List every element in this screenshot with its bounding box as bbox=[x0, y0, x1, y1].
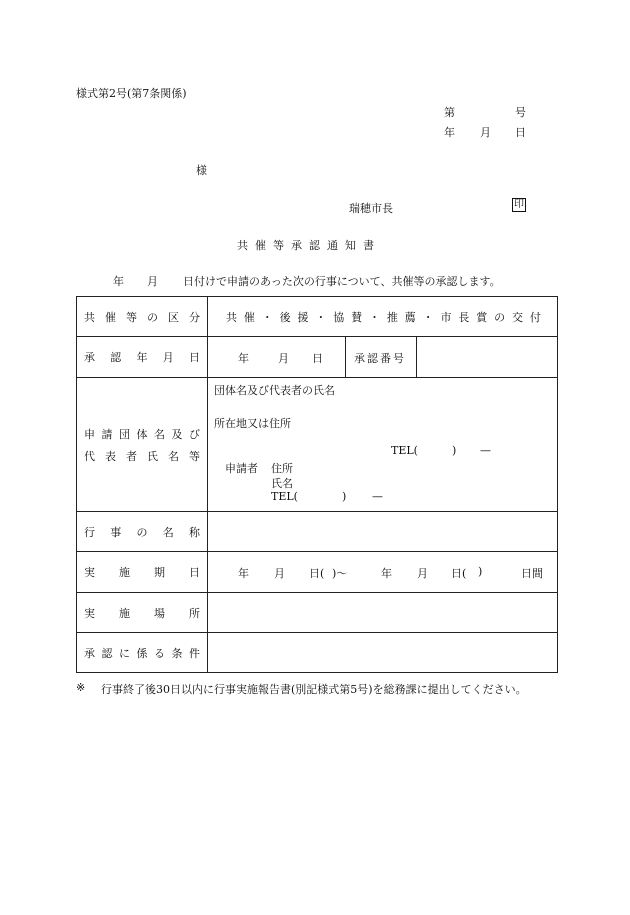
label-char: 承 bbox=[84, 646, 95, 660]
label-char: の bbox=[147, 310, 158, 324]
label-char: 団 bbox=[119, 427, 130, 441]
period-days: 日間 bbox=[521, 567, 543, 580]
approval-number-label: 承認番号 bbox=[354, 352, 406, 365]
applicant-label-line2 bbox=[77, 448, 207, 464]
row-venue bbox=[77, 593, 558, 633]
address-label: 所在地又は住所 bbox=[214, 417, 291, 430]
label-char: 付 bbox=[529, 310, 541, 324]
label-char: 代 bbox=[84, 449, 95, 463]
label-char: 名 bbox=[162, 525, 174, 539]
label-char: 等 bbox=[189, 449, 200, 463]
label-char: 条 bbox=[171, 646, 183, 660]
row-conditions bbox=[77, 633, 558, 673]
label-char: 称 bbox=[189, 525, 200, 539]
label-char: 賞 bbox=[476, 310, 488, 324]
row-approval-date bbox=[77, 337, 558, 378]
intro-year: 年 bbox=[113, 275, 124, 288]
label-char: 氏 bbox=[147, 449, 158, 463]
label-char: 区 bbox=[168, 310, 179, 324]
label-char: 期 bbox=[154, 566, 165, 579]
footnote-mark: ※ bbox=[76, 681, 86, 694]
label-char: 事 bbox=[110, 525, 122, 539]
label-char: 賛 bbox=[351, 310, 363, 324]
header-day: 日 bbox=[515, 126, 526, 139]
form-number: 様式第2号(第7条関係) bbox=[76, 87, 187, 100]
row-period bbox=[77, 552, 558, 593]
tel-close: ) bbox=[452, 444, 457, 457]
label-char: 市 bbox=[440, 310, 452, 324]
label-char: 体 bbox=[136, 427, 148, 441]
label-char: 実 bbox=[84, 606, 95, 620]
label-char: 催 bbox=[105, 310, 116, 324]
label-char: 認 bbox=[101, 646, 113, 660]
venue-label bbox=[77, 605, 207, 621]
period-start-month: 月 bbox=[274, 567, 285, 580]
label-char: 催 bbox=[243, 310, 255, 324]
category-label bbox=[77, 309, 207, 325]
header-month: 月 bbox=[480, 126, 491, 139]
label-char: 薦 bbox=[404, 310, 416, 324]
applicant-tel-dash: — bbox=[372, 490, 383, 503]
applicant-name: 氏名 bbox=[271, 477, 293, 490]
label-char: ・ bbox=[422, 310, 434, 324]
header-year: 年 bbox=[444, 126, 455, 139]
label-char: 日 bbox=[189, 566, 200, 579]
label-char: 者 bbox=[126, 449, 137, 463]
footnote-text: 行事終了後30日以内に行事実施報告書(別記様式第5号)を総務課に提出してください。 bbox=[101, 683, 527, 696]
row-event-name bbox=[77, 512, 558, 552]
label-char: ・ bbox=[261, 310, 273, 324]
applicant-tel-open: TEL( bbox=[271, 490, 298, 503]
intro-month: 月 bbox=[147, 275, 158, 288]
label-char: の bbox=[136, 525, 148, 539]
label-char: 所 bbox=[189, 606, 200, 620]
label-char: 長 bbox=[458, 310, 470, 324]
row-category bbox=[77, 297, 558, 337]
applicant-tel-close: ) bbox=[342, 490, 347, 503]
approval-year: 年 bbox=[238, 352, 249, 365]
period-start-day: 日( bbox=[309, 567, 325, 580]
label-char: 援 bbox=[297, 310, 309, 324]
period-end-month: 月 bbox=[417, 567, 428, 580]
label-char: ・ bbox=[315, 310, 327, 324]
intro-text: 日付けで申請のあった次の行事について、共催等の承認します。 bbox=[183, 275, 501, 288]
period-start-year: 年 bbox=[238, 567, 249, 580]
period-field[interactable] bbox=[208, 552, 557, 592]
label-char: 行 bbox=[84, 525, 95, 539]
document-title: 共催等承認通知書 bbox=[237, 239, 381, 252]
approval-day: 日 bbox=[312, 352, 323, 365]
org-name-label: 団体名及び代表者の氏名 bbox=[214, 384, 335, 397]
label-char: 係 bbox=[136, 646, 148, 660]
label-char: 請 bbox=[101, 427, 113, 441]
label-char: 等 bbox=[126, 310, 137, 324]
approval-date-label bbox=[77, 349, 207, 365]
addressee-suffix: 様 bbox=[196, 164, 207, 177]
event-name-field[interactable] bbox=[208, 512, 558, 552]
label-char: 施 bbox=[119, 566, 130, 579]
label-char: 年 bbox=[136, 351, 148, 364]
period-start-weekday: )〜 bbox=[332, 567, 348, 580]
label-char: ・ bbox=[369, 310, 380, 324]
label-char: 名 bbox=[168, 449, 179, 463]
approval-month: 月 bbox=[278, 352, 289, 365]
label-char: 後 bbox=[279, 310, 291, 324]
label-char: 施 bbox=[119, 606, 130, 620]
label-char: 共 bbox=[84, 310, 95, 324]
applicant-label-line1 bbox=[77, 426, 207, 442]
number-prefix: 第 bbox=[444, 106, 455, 119]
applicant-label: 申請者 bbox=[225, 462, 258, 475]
seal-stamp: 印 bbox=[514, 199, 524, 210]
label-char: 協 bbox=[333, 310, 345, 324]
label-char: 月 bbox=[162, 351, 174, 364]
period-end-weekday: ) bbox=[478, 565, 483, 578]
period-label bbox=[77, 564, 207, 580]
label-char: 共 bbox=[226, 310, 237, 324]
label-char: 及 bbox=[171, 427, 183, 441]
label-char: 推 bbox=[386, 310, 398, 324]
applicant-address: 住所 bbox=[271, 462, 293, 475]
label-char: び bbox=[189, 427, 200, 441]
tel-open: TEL( bbox=[391, 444, 418, 457]
conditions-field[interactable] bbox=[208, 633, 558, 673]
label-char: る bbox=[154, 646, 165, 660]
period-end-day: 日( bbox=[451, 567, 467, 580]
category-options bbox=[208, 309, 557, 325]
period-end-year: 年 bbox=[381, 567, 392, 580]
label-char: 表 bbox=[105, 449, 116, 463]
label-char: 実 bbox=[84, 566, 95, 579]
label-char: 申 bbox=[84, 427, 95, 441]
label-char: 名 bbox=[154, 427, 165, 441]
label-char: 承 bbox=[84, 351, 95, 364]
number-suffix: 号 bbox=[515, 106, 526, 119]
conditions-label bbox=[77, 645, 207, 661]
label-char: 分 bbox=[189, 310, 200, 324]
venue-field[interactable] bbox=[208, 593, 558, 633]
event-name-label bbox=[77, 524, 207, 540]
approval-form-table bbox=[76, 296, 558, 673]
label-char: 件 bbox=[189, 646, 200, 660]
row-applicant bbox=[77, 378, 558, 512]
label-char: 日 bbox=[189, 351, 200, 364]
issuer: 瑞穂市長 bbox=[349, 202, 393, 215]
label-char: 認 bbox=[110, 351, 122, 364]
label-char: 交 bbox=[512, 310, 523, 324]
label-char: の bbox=[494, 310, 506, 324]
label-char: に bbox=[119, 646, 130, 660]
label-char: 場 bbox=[154, 606, 165, 620]
tel-dash: — bbox=[480, 444, 491, 457]
